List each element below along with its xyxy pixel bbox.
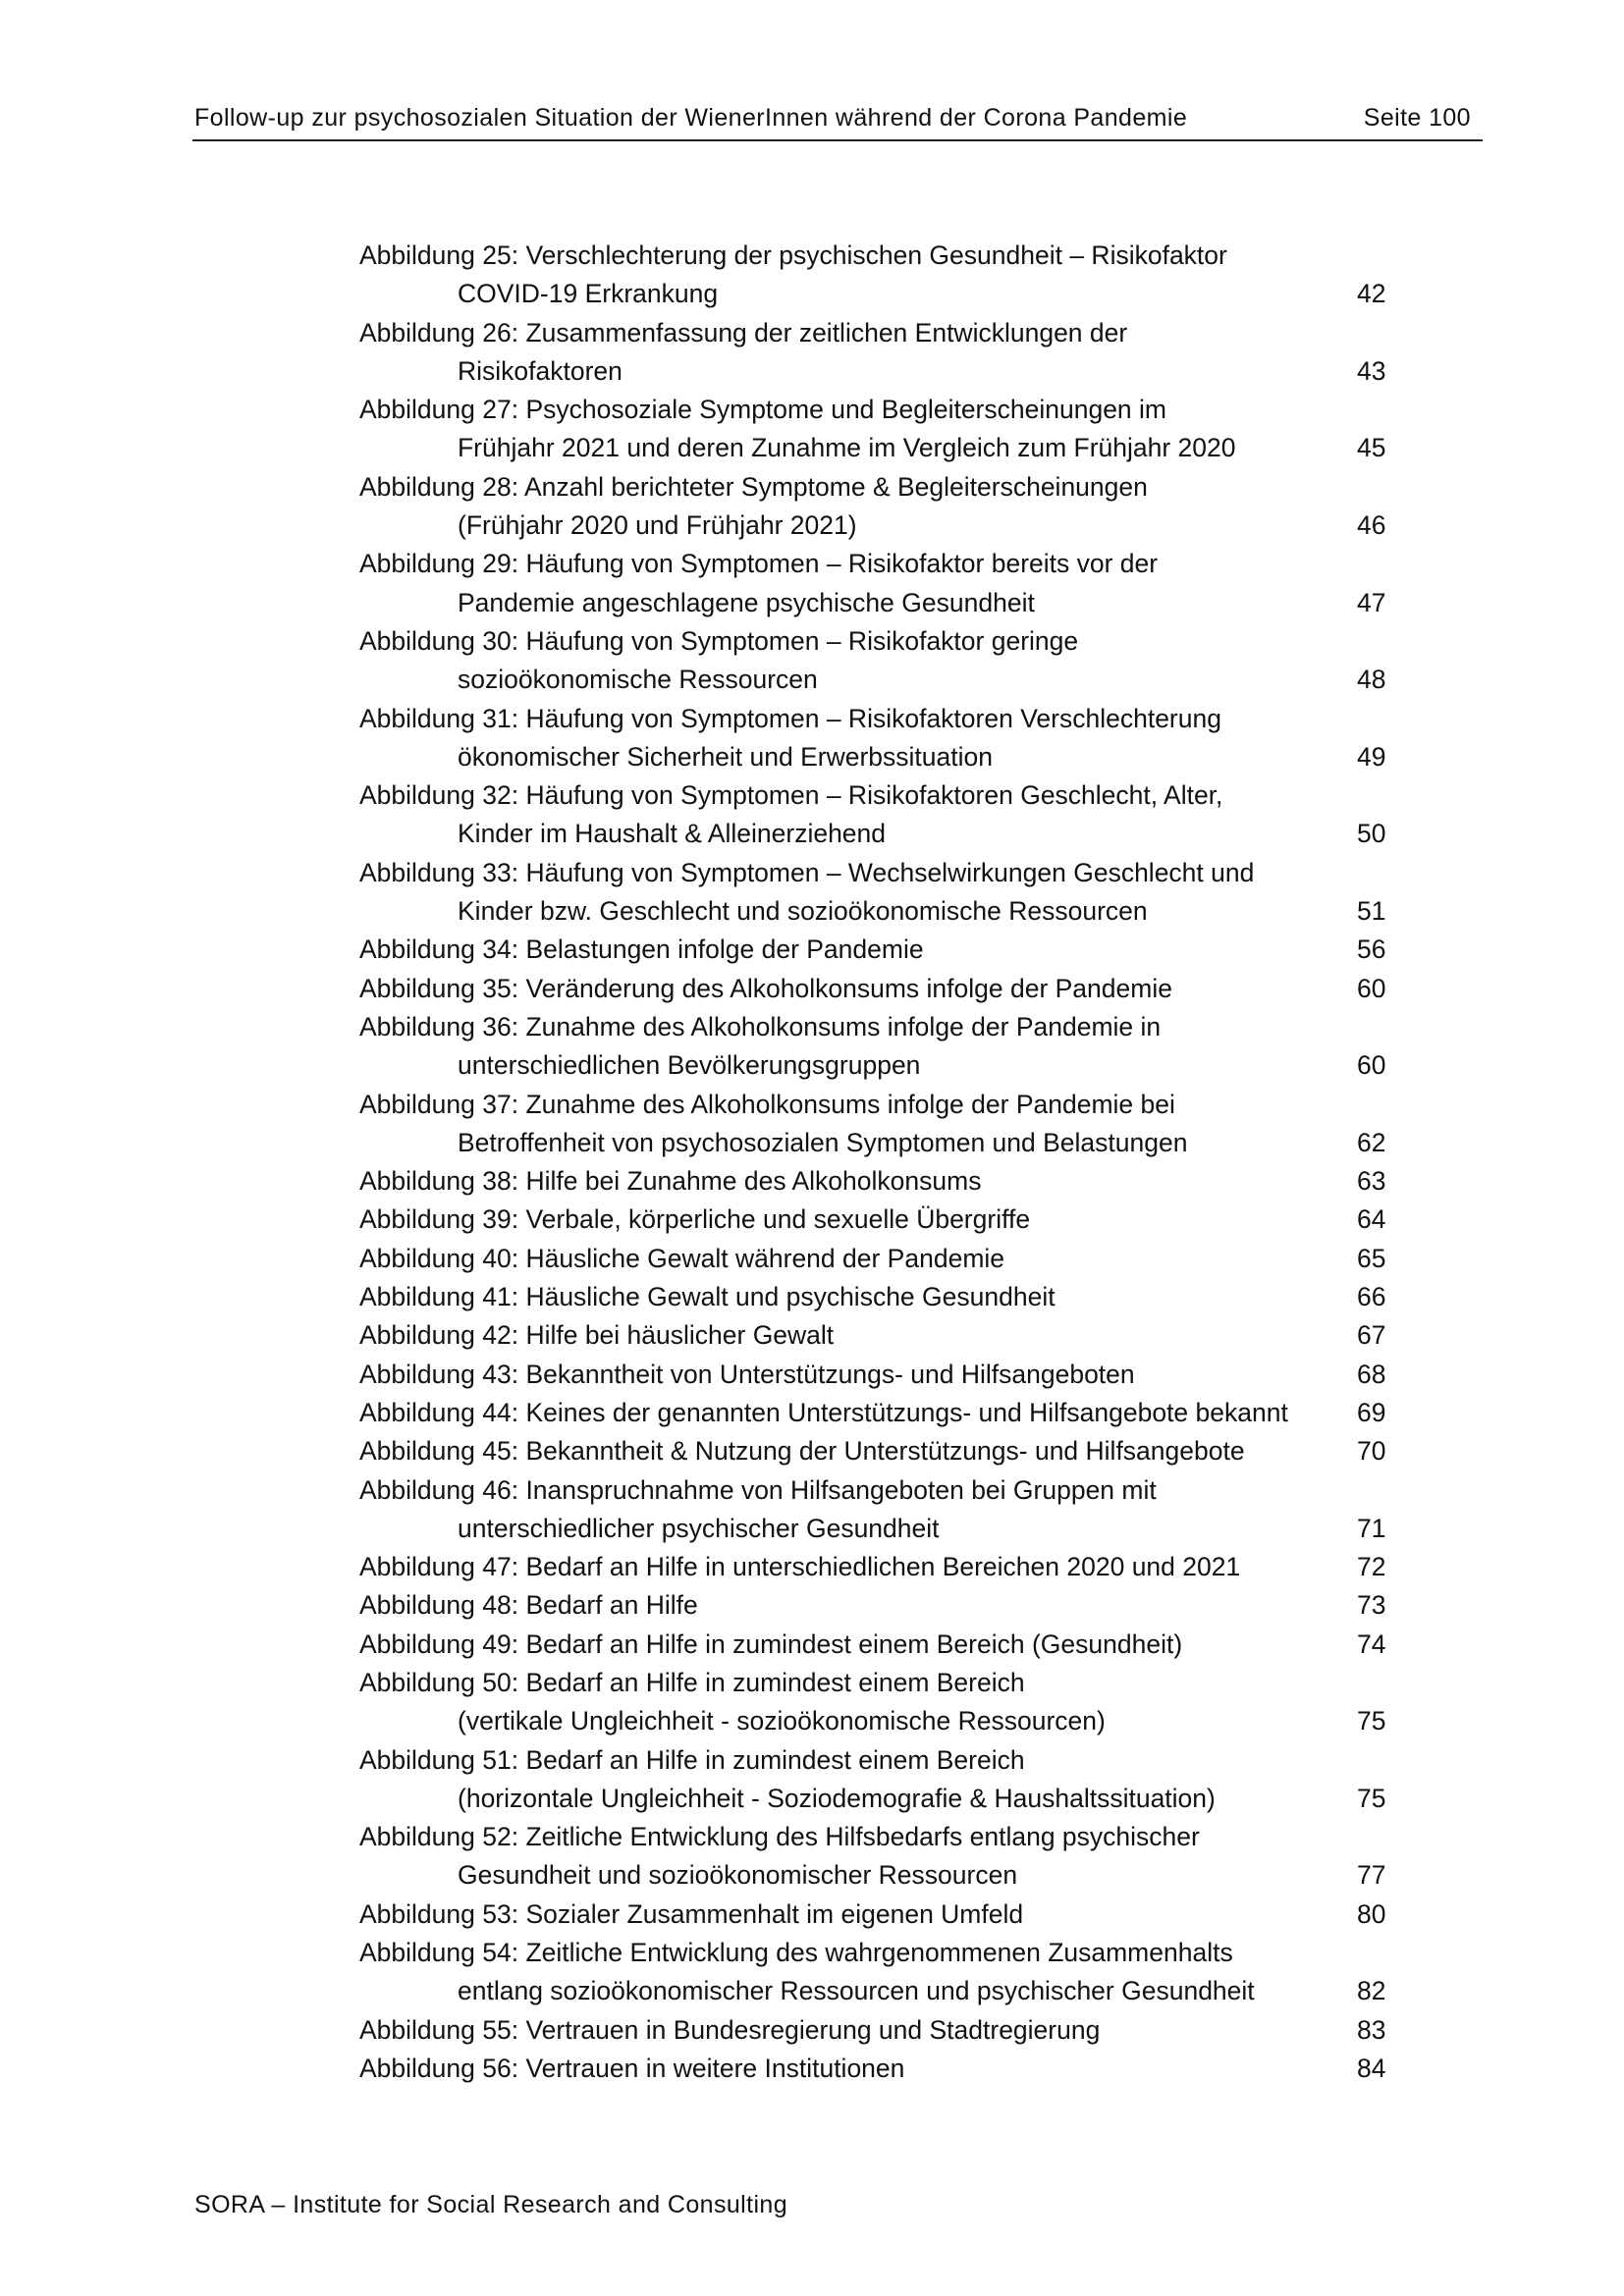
toc-entry-title-continued: Kinder bzw. Geschlecht und sozioökonomische Ressourcen: [458, 896, 1148, 927]
toc-entry[interactable]: [359, 468, 1390, 546]
toc-entry-page-number: 67: [1357, 1320, 1386, 1351]
toc-entry[interactable]: [359, 622, 1390, 700]
toc-entry[interactable]: [359, 1818, 1390, 1896]
toc-entry-title: Abbildung 55: Vertrauen in Bundesregierung und Stadtregierung: [359, 2014, 1101, 2045]
toc-entry-page-number: 82: [1357, 1976, 1386, 2006]
toc-entry-title: Abbildung 34: Belastungen infolge der Pandemie: [359, 934, 924, 965]
toc-entry-title-continued: Pandemie angeschlagene psychische Gesundheit: [458, 587, 1035, 617]
toc-entry-title: Abbildung 32: Häufung von Symptomen – Risikofaktoren Geschlecht, Alter,: [359, 780, 1223, 811]
toc-entry-title: Abbildung 35: Veränderung des Alkoholkonsums infolge der Pandemie: [359, 973, 1172, 1003]
page-footer: SORA – Institute for Social Research and Consulting: [194, 2191, 788, 2218]
toc-entry-title: Abbildung 42: Hilfe bei häuslicher Gewalt: [359, 1320, 835, 1351]
toc-entry-title: Abbildung 41: Häusliche Gewalt und psychische Gesundheit: [359, 1282, 1056, 1312]
toc-entry[interactable]: [359, 1432, 1390, 1470]
toc-entry-page-number: 69: [1357, 1397, 1386, 1427]
toc-entry[interactable]: [359, 970, 1390, 1008]
toc-entry-page-number: 60: [1357, 973, 1386, 1003]
toc-entry-page-number: 75: [1357, 1706, 1386, 1736]
toc-entry-title: Abbildung 45: Bekanntheit & Nutzung der Unterstützungs- und Hilfsangebote: [359, 1436, 1245, 1467]
toc-entry-title-continued: unterschiedlichen Bevölkerungsgruppen: [458, 1050, 921, 1081]
toc-entry-title-continued: unterschiedlicher psychischer Gesundheit: [458, 1513, 940, 1543]
toc-entry-page-number: 43: [1357, 355, 1386, 386]
toc-entry-title: Abbildung 38: Hilfe bei Zunahme des Alkoholkonsums: [359, 1166, 982, 1197]
toc-entry-title: Abbildung 53: Sozialer Zusammenhalt im eigenen Umfeld: [359, 1898, 1024, 1929]
toc-entry[interactable]: [359, 314, 1390, 392]
toc-entry-title-continued: (vertikale Ungleichheit - sozioökonomische Ressourcen): [458, 1706, 1106, 1736]
toc-entry[interactable]: [359, 854, 1390, 932]
toc-entry-page-number: 84: [1357, 2053, 1386, 2083]
toc-entry[interactable]: [359, 1008, 1390, 1086]
toc-entry[interactable]: [359, 1240, 1390, 1278]
toc-entry-page-number: 75: [1357, 1783, 1386, 1813]
toc-entry-title-continued: COVID-19 Erkrankung: [458, 279, 719, 309]
toc-entry-page-number: 48: [1357, 665, 1386, 695]
toc-entry-title: Abbildung 25: Verschlechterung der psychischen Gesundheit – Risikofaktor: [359, 240, 1227, 270]
toc-entry-title: Abbildung 56: Vertrauen in weitere Institutionen: [359, 2053, 905, 2083]
toc-entry-title: Abbildung 28: Anzahl berichteter Symptome & Begleiterscheinungen: [359, 471, 1148, 502]
toc-entry[interactable]: [359, 1162, 1390, 1201]
toc-entry-title: Abbildung 51: Bedarf an Hilfe in zumindest einem Bereich: [359, 1744, 1025, 1775]
toc-entry-page-number: 73: [1357, 1590, 1386, 1621]
toc-entry-page-number: 83: [1357, 2014, 1386, 2045]
toc-entry-page-number: 46: [1357, 510, 1386, 541]
toc-entry-title-continued: Risikofaktoren: [458, 355, 623, 386]
toc-entry-title-continued: Frühjahr 2021 und deren Zunahme im Vergleich zum Frühjahr 2020: [458, 433, 1236, 463]
toc-entry[interactable]: [359, 545, 1390, 622]
toc-entry-page-number: 51: [1357, 896, 1386, 927]
toc-entry-title-continued: Kinder im Haushalt & Alleinerziehend: [458, 819, 887, 849]
toc-entry-title: Abbildung 47: Bedarf an Hilfe in unterschiedlichen Bereichen 2020 und 2021: [359, 1552, 1241, 1582]
toc-entry-title: Abbildung 37: Zunahme des Alkoholkonsums infolge der Pandemie bei: [359, 1089, 1175, 1119]
toc-entry-page-number: 77: [1357, 1860, 1386, 1891]
toc-entry-title: Abbildung 50: Bedarf an Hilfe in zumindest einem Bereich: [359, 1667, 1025, 1697]
toc-entry-title: Abbildung 30: Häufung von Symptomen – Risikofaktor geringe: [359, 625, 1079, 656]
toc-entry-title: Abbildung 48: Bedarf an Hilfe: [359, 1590, 698, 1621]
toc-entry-page-number: 56: [1357, 934, 1386, 965]
toc-entry[interactable]: [359, 1278, 1390, 1316]
toc-entry-title: Abbildung 44: Keines der genannten Unterstützungs- und Hilfsangebote bekannt: [359, 1397, 1288, 1427]
toc-entry-page-number: 80: [1357, 1898, 1386, 1929]
toc-entry[interactable]: [359, 1896, 1390, 1934]
toc-entry-title: Abbildung 43: Bekanntheit von Unterstützungs- und Hilfsangeboten: [359, 1359, 1135, 1389]
toc-entry-title-continued: entlang sozioökonomischer Ressourcen und psychischer Gesundheit: [458, 1976, 1255, 2006]
toc-entry-page-number: 42: [1357, 279, 1386, 309]
toc-entry-title: Abbildung 40: Häusliche Gewalt während der Pandemie: [359, 1243, 1005, 1273]
toc-entry-page-number: 66: [1357, 1282, 1386, 1312]
toc-entry[interactable]: [359, 1201, 1390, 1239]
toc-entry-title: Abbildung 39: Verbale, körperliche und sexuelle Übergriffe: [359, 1204, 1031, 1235]
toc-entry[interactable]: [359, 1394, 1390, 1432]
toc-entry-page-number: 68: [1357, 1359, 1386, 1389]
toc-entry[interactable]: [359, 391, 1390, 468]
toc-entry-page-number: 60: [1357, 1050, 1386, 1081]
toc-entry[interactable]: [359, 2050, 1390, 2088]
toc-entry-title: Abbildung 33: Häufung von Symptomen – Wechselwirkungen Geschlecht und: [359, 857, 1255, 887]
header-title: Follow-up zur psychosozialen Situation der WienerInnen während der Corona Pandemie: [194, 104, 1188, 132]
toc-entry-title-continued: Betroffenheit von psychosozialen Symptomen und Belastungen: [458, 1127, 1188, 1157]
toc-entry[interactable]: [359, 1086, 1390, 1163]
toc-entry-title: Abbildung 49: Bedarf an Hilfe in zumindest einem Bereich (Gesundheit): [359, 1629, 1183, 1659]
toc-entry-page-number: 64: [1357, 1204, 1386, 1235]
toc-entry-page-number: 49: [1357, 741, 1386, 772]
toc-entry-title-continued: sozioökonomische Ressourcen: [458, 665, 818, 695]
toc-entry-title-continued: ökonomischer Sicherheit und Erwerbssituation: [458, 741, 993, 772]
toc-entry[interactable]: [359, 2011, 1390, 2050]
toc-entry-title: Abbildung 26: Zusammenfassung der zeitlichen Entwicklungen der: [359, 317, 1128, 347]
toc-entry[interactable]: [359, 931, 1390, 969]
toc-entry-title: Abbildung 54: Zeitliche Entwicklung des wahrgenommenen Zusammenhalts: [359, 1938, 1233, 1968]
toc-entry-title: Abbildung 31: Häufung von Symptomen – Risikofaktoren Verschlechterung: [359, 703, 1221, 733]
toc-entry-page-number: 63: [1357, 1166, 1386, 1197]
toc-entry-title: Abbildung 36: Zunahme des Alkoholkonsums infolge der Pandemie in: [359, 1011, 1162, 1041]
header-page-number: Seite 100: [1363, 104, 1471, 132]
toc-entry[interactable]: [359, 1316, 1390, 1355]
toc-entry-page-number: 65: [1357, 1243, 1386, 1273]
toc-entry-page-number: 74: [1357, 1629, 1386, 1659]
toc-entry-title-continued: Gesundheit und sozioökonomischer Ressourcen: [458, 1860, 1018, 1891]
toc-entry-page-number: 62: [1357, 1127, 1386, 1157]
toc-entry-page-number: 50: [1357, 819, 1386, 849]
toc-entry-page-number: 45: [1357, 433, 1386, 463]
toc-entry-page-number: 71: [1357, 1513, 1386, 1543]
toc-entry[interactable]: [359, 700, 1390, 777]
toc-entry[interactable]: [359, 1586, 1390, 1625]
toc-entry[interactable]: [359, 1934, 1390, 2011]
toc-entry-title: Abbildung 52: Zeitliche Entwicklung des Hilfsbedarfs entlang psychischer: [359, 1822, 1200, 1852]
toc-entry-page-number: 70: [1357, 1436, 1386, 1467]
toc-entry[interactable]: [359, 776, 1390, 854]
toc-entry[interactable]: [359, 1356, 1390, 1394]
toc-entry[interactable]: [359, 237, 1390, 314]
toc-entry-title: Abbildung 27: Psychosoziale Symptome und Begleiterscheinungen im: [359, 395, 1166, 425]
toc-entry[interactable]: [359, 1664, 1390, 1741]
toc-entry[interactable]: [359, 1548, 1390, 1586]
toc-entry[interactable]: [359, 1741, 1390, 1819]
toc-entry-page-number: 72: [1357, 1552, 1386, 1582]
toc-entry-title-continued: (Frühjahr 2020 und Frühjahr 2021): [458, 510, 857, 541]
toc-entry[interactable]: [359, 1626, 1390, 1664]
toc-entry-title: Abbildung 46: Inanspruchnahme von Hilfsangeboten bei Gruppen mit: [359, 1474, 1157, 1505]
toc-entry-title: Abbildung 29: Häufung von Symptomen – Risikofaktor bereits vor der: [359, 549, 1159, 579]
list-of-figures: [359, 237, 1390, 2088]
page-header: [192, 102, 1483, 141]
toc-entry-page-number: 47: [1357, 587, 1386, 617]
toc-entry[interactable]: [359, 1471, 1390, 1549]
toc-entry-title-continued: (horizontale Ungleichheit - Soziodemografie & Haushaltssituation): [458, 1783, 1216, 1813]
